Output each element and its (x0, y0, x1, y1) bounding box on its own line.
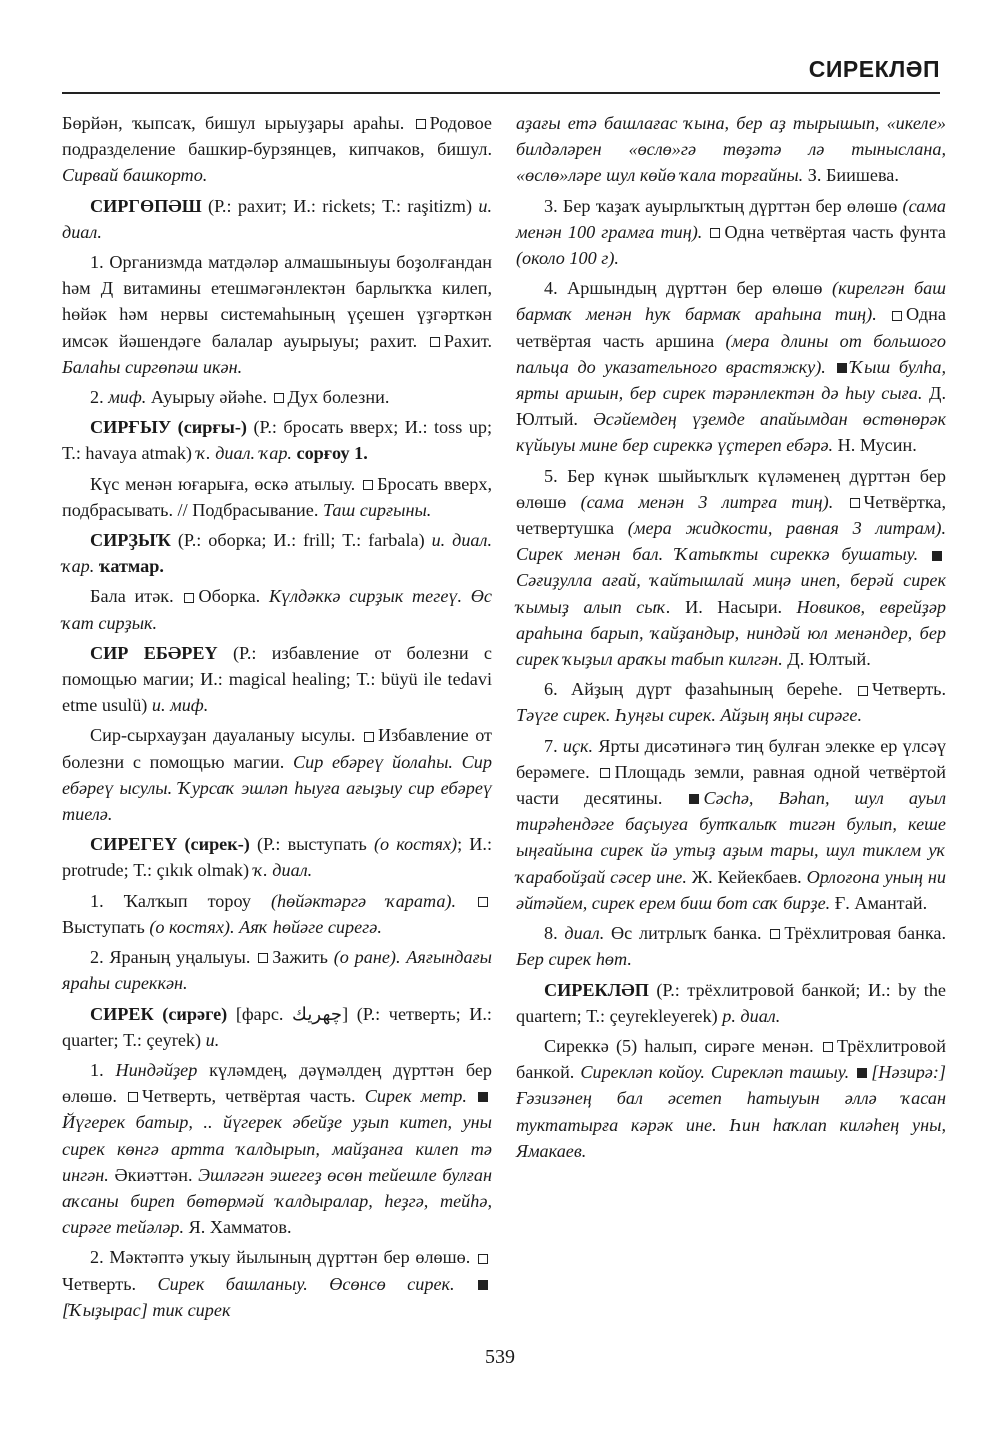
quotation-marker-icon (689, 794, 699, 804)
headword: СИРҘЫҠ (90, 530, 171, 551)
sense: 1. Ниндәйҙер күләмдең, дәүмәлдең дүрттән бер өлөшө. Четверть, четвёртая часть. Сирек метр. Йүгерек батыр, .. йүгерек әбейҙе уҙып китеп, уны сирек көнгә артта ҡалдырып, майҙанға килеп тә ингән. Әкиәттән. Эшләгән эшегеҙ өсөн тейешле булған аҡсаны биреп бөтөрмәй ҡалдыралар, һеҙгә, тейһә, сирәге тейәләр. Я. Хамматов. (62, 1059, 493, 1238)
russian-marker-icon (600, 768, 610, 778)
russian-marker-icon (858, 686, 868, 696)
sense: 3. Бер ҡаҙаҡ ауырлыҡтың дүрттән бер өлөшө (сама менән 100 грамға тиң). Одна четвёртая часть фунта (около 100 г). (516, 195, 947, 269)
headword: СИРЕК (сирәге) (90, 1003, 228, 1024)
sense: 2. миф. Ауырыу әйәһе. Дух болезни. (90, 387, 390, 408)
sense: 1. Организмда матдәләр алмашыныуы боҙолғандан һәм Д витамины етешмәгәнлектән барлыҡҡа килеп, һөйәк һәм нервы системаһының үҫешен үҙгәрткән имсәк йәшендәге балалар ауырыуы; рахит. Рахит. Балаһы сиргөпәш икән. (62, 252, 492, 377)
entry-sirgopash: СИРГӨПӘШ (Р.: рахит; И.: rickets; Т.: raşitizm) и. диал. (62, 195, 492, 242)
right-column (516, 110, 946, 1168)
headword: СИР ЕБӘРЕҮ (90, 642, 218, 663)
sense: 4. Аршындың дүрттән бер өлөшө (кирелгән баш бармаҡ менән һуҡ бармаҡ араһына тиң). Одна четвёртая часть аршина (мера длины от большого пальца до указательного врастяжку). Ҡыш булһа, ярты аршын, бер сирек тәрәнлектән дә һыу сыға. Д. Юлтый. Әсәйемдең үҙемде апайымдан өстөнөрәк күйыуы мине бер сиреккә үҫтереп ебәрә. Н. Мусин. (516, 278, 947, 456)
russian-marker-icon (823, 1042, 833, 1052)
page-number: 539 (485, 1346, 515, 1368)
russian-marker-icon (364, 732, 374, 742)
header-title: СИРЕКЛӘП (808, 56, 940, 82)
russian-marker-icon (184, 593, 194, 603)
quotation-marker-icon (857, 1068, 867, 1078)
entry-siregeu: СИРЕГЕҮ (сирек-) (Р.: выступать (о костях); И.: protrude; Т.: çıkık olmak) ҡ. диал. (62, 834, 493, 881)
russian-marker-icon (892, 311, 902, 321)
sense: Сиреккә (5) һалып, сирәге менән. Трёхлитровой банкой. Сирекләп койоу. Сирекләп ташыу. [Нәзирә:] Ғәзизәнең бал әсетеп һатыуын әллә ҡасан туктатырға кәрәк ине. Һин һаҡлап киләһең уны, Ямакаев. (516, 1035, 947, 1161)
sense: 6. Айҙың дүрт фазаһының береһе. Четверть. Тәүге сирек. Һуңғы сирек. Айҙың яңы сирәге. (516, 679, 947, 726)
entry-sirzyk: СИРҘЫҠ (Р.: оборка; И.: frill; Т.: farbala) и. диал. ҡар. ҡатмар. (62, 530, 493, 577)
russian-marker-icon (258, 953, 268, 963)
russian-marker-icon (770, 929, 780, 939)
russian-marker-icon (430, 337, 440, 347)
quotation-marker-icon (837, 363, 847, 373)
russian-marker-icon (710, 228, 720, 238)
sense: Сир-сырхауҙан дауаланыу ысулы. Избавление от болезни с помощью магии. Сир ебәреү йолаһы. Сир ебәреү ысулы. Ҡурсаҡ эшләп һыуға ағыҙыу сир ебәреү тиелә. (62, 725, 493, 825)
left-column (62, 110, 492, 1327)
russian-marker-icon (850, 498, 860, 508)
entry-continuation: Бөрйән, ҡыпсаҡ, бишул ырыуҙары араһы. Родовое подразделение башкир-бурзянцев, кипчаков, бишул. Сирвай башкорто. (62, 113, 493, 186)
quotation-marker-icon (478, 1280, 488, 1290)
russian-marker-icon (478, 897, 488, 907)
sense: 2. Мәктәптә уҡыу йылының дүрттән бер өлөшө. Четверть. Сирек башланыу. Өсөнсө сирек. [Ҡыҙырас] тик сирек (62, 1244, 492, 1323)
sense: 1. Ҡалҡып тороу (һөйәктәргә ҡарата). Выступать (о костях). Аяҡ һөйәге сирегә. (62, 888, 492, 940)
sense: 5. Бер күнәк шыйыҡлыҡ күләменең дүрттән бер өлөшө (сама менән 3 литрға тиң). Четвёртка, четвертушка (мера жидкости, равная 3 литрам). Сирек менән бал. Ҡатыҡты сиреккә бушатыу. Сәғиҙулла ағай, ҡайтышлай миңә инеп, берәй сирек ҡымыҙ алып сыҡ. И. Насыри. Новиков, еврейҙәр араһына барып, ҡайҙандыр, ниндәй юл менәндер, бер сирек ҡыҙыл араҡы табып килгән. Д. Юлтый. (516, 465, 947, 670)
headword: СИРЕГЕҮ (сирек-) (90, 834, 250, 855)
entry-sir-ebareu: СИР ЕБӘРЕҮ (Р.: избавление от болезни с помощью магии; И.: magical healing; Т.: büyü ile tedavi etme usulü) и. миф. (62, 642, 493, 716)
headword: СИРЕКЛӘП (544, 979, 649, 1000)
quotation-marker-icon (478, 1092, 488, 1102)
quotation-marker-icon (932, 551, 942, 561)
russian-marker-icon (416, 119, 426, 129)
entry-sirek: СИРЕК (сирәге) [фарс. چهريك] (Р.: четверть; И.: quarter; Т.: çeyrek) и. (62, 1003, 492, 1050)
sense: Күс менән юғарыға, өскә атылыу. Бросать вверх, подбрасывать. // Подбрасывание. Таш сирғыны. (62, 473, 493, 520)
entry-sirgyu: СИРҒЫУ (сирғы-) (Р.: бросать вверх; И.: toss up; Т.: havaya atmak) ҡ. диал. ҡар. сорғоу 1. (62, 417, 493, 464)
entry-continuation: аҙағы етә башлағас ҡына, бер аҙ тырышып, «икеле» билдәләрен «өслө»гә төҙәтә лә тынысланa, «өслө»ләре шул көйө ҡала торғайны. З. Биишева. (516, 113, 946, 186)
headword: СИРҒЫУ (сирғы-) (90, 417, 247, 438)
running-header (62, 40, 940, 94)
sense: Бала итәк. Оборка. Күлдәккә сирҙык тегеү. Өс ҡат сирҙык. (62, 586, 492, 633)
sense: 8. диал. Өс литрлыҡ банка. Трёхлитровая банка. Бер сирек һөт. (516, 923, 946, 970)
sense: 7. иҫк. Ярты дисәтинәгә тиң булған элекке ер үлсәү берәмеге. Площадь земли, равная одной четвёртой части десятины. Сәсһә, Вәһап, шул ауыл тирәһендәге баҫыуға бутҡалыҡ тигән булып, кеше ыңғайына сирек йә утыҙ аҙым тары, шул тиклем уҡ ҡарабойҙай сәсер ине. Ж. Кейекбаев. Орлоғона уның ни әйтәйем, сирек ерем биш бот саҡ бирҙе. Ғ. Амантай. (516, 735, 947, 913)
russian-marker-icon (274, 393, 284, 403)
russian-marker-icon (128, 1092, 138, 1102)
russian-marker-icon (478, 1254, 488, 1264)
russian-marker-icon (363, 480, 373, 490)
entry-sireklap: СИРЕКЛӘП (Р.: трёхлитровой банкой; И.: by the quartern; Т.: çeyrekleyerek) р. диал. (516, 979, 946, 1026)
headword: СИРГӨПӘШ (90, 195, 202, 216)
sense: 2. Яраның уңалыуы. Зажить (о ране). Аяғындағы яраһы сиреккән. (62, 947, 493, 994)
